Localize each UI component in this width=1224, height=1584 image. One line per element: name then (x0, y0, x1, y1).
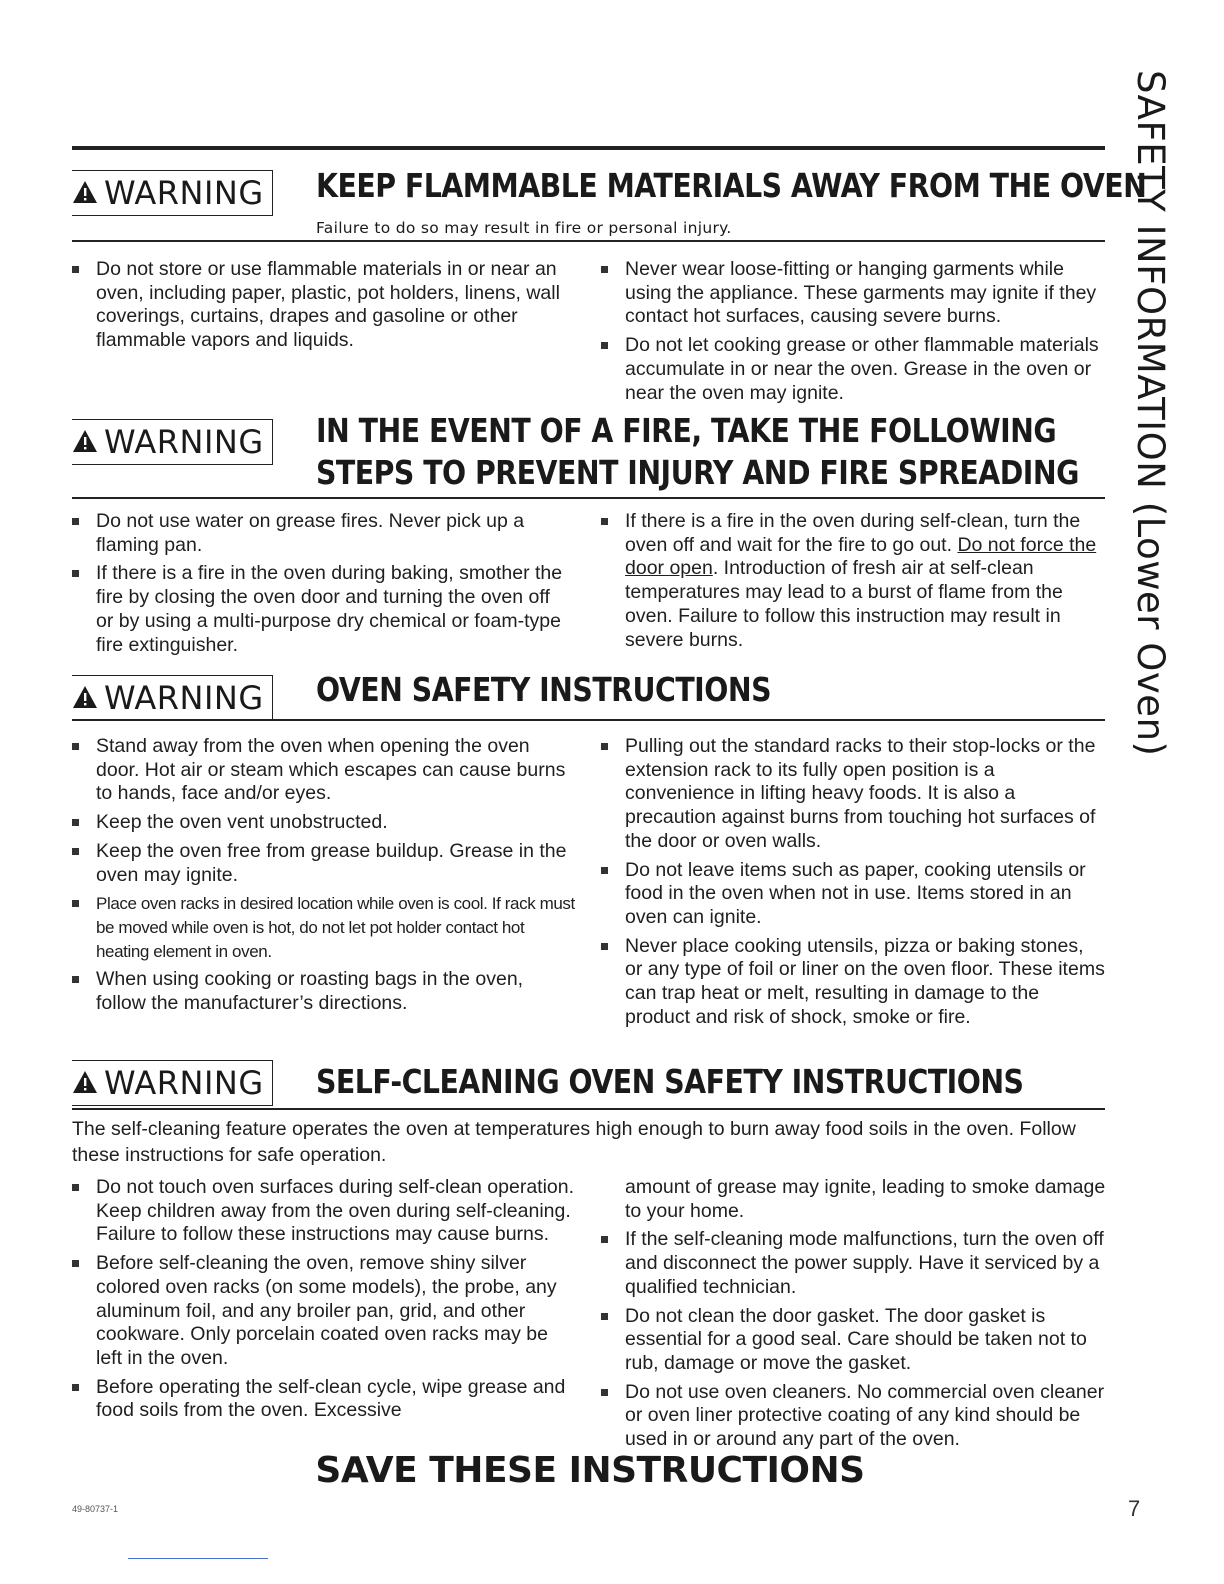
warning-label: WARNING (104, 679, 264, 717)
section-title-oven-safety: OVEN SAFETY INSTRUCTIONS (316, 670, 772, 709)
section-title-fire-line1: IN THE EVENT OF A FIRE, TAKE THE FOLLOWING (316, 411, 1057, 450)
footer-link-line (128, 1558, 268, 1559)
top-rule (72, 146, 1105, 150)
warning-triangle-icon (72, 1070, 98, 1094)
fire-right-text-post: . Introduction of fresh air at self-clean temperatures may lead to a burst of flame from the oven. Failure to follow this instruction may result in severe burns. (625, 557, 1063, 651)
list-item: If there is a fire in the oven during baking, smother the fire by closing the oven door and turning the oven off or by using a multi-purpose dry chemical or foam-type fire extinguisher. (72, 562, 572, 657)
section-title-fire-line2: STEPS TO PREVENT INJURY AND FIRE SPREADING (316, 453, 1079, 492)
warning-triangle-icon (72, 685, 98, 709)
warning-badge-flammable (72, 170, 273, 216)
continued-text: amount of grease may ignite, leading to smoke damage to your home. (625, 1176, 1106, 1222)
list-item: When using cooking or roasting bags in the oven, follow the manufacturer’s directions. (72, 968, 577, 1015)
list-item (601, 510, 1106, 652)
list-item: Keep the oven free from grease buildup. Grease in the oven may ignite. (72, 840, 577, 887)
list-item: Place oven racks in desired location while oven is cool. If rack must be moved while oven is hot, do not let pot holder contact hot heating element in oven. (72, 892, 577, 963)
fire-right-text-pre: If there is a fire in the oven during self-clean, turn the oven off and wait for the fire to go out. (625, 510, 1081, 556)
save-instructions-heading: SAVE THESE INSTRUCTIONS (315, 1450, 865, 1491)
list-item: Never wear loose-fitting or hanging garments while using the appliance. These garments may ignite if they contact hot surfaces, causing severe burns. (601, 258, 1106, 329)
flammable-left-column (72, 258, 592, 358)
self-clean-right-column (601, 1176, 1106, 1457)
document-number: 49-80737-1 (72, 1504, 119, 1514)
page-number: 7 (1128, 1496, 1141, 1521)
self-clean-left-column (72, 1176, 577, 1428)
oven-safety-right-column (601, 735, 1106, 1034)
list-item: Pulling out the standard racks to their stop-locks or the extension rack to its fully open position is a convenience in lifting heavy foods. It is also a precaution against burns from touching hot surfaces of the door or oven walls. (601, 735, 1106, 854)
warning-label: WARNING (104, 1064, 264, 1102)
list-item: Do not use water on grease fires. Never pick up a flaming pan. (72, 510, 572, 557)
warning-label: WARNING (104, 423, 264, 461)
fire-right-column (601, 510, 1106, 657)
warning-badge-self-clean (72, 1060, 273, 1106)
list-item: Keep the oven vent unobstructed. (72, 811, 577, 835)
fire-left-column (72, 510, 572, 662)
section-rule (72, 719, 1105, 721)
warning-badge-fire (72, 419, 273, 465)
list-item: Do not leave items such as paper, cooking utensils or food in the oven when not in use. Items stored in an oven can ignite. (601, 859, 1106, 930)
self-clean-intro: The self-cleaning feature operates the oven at temperatures high enough to burn away food soils in the oven. Follow these instructions for safe operation. (72, 1118, 1076, 1166)
flammable-right-column (601, 258, 1106, 410)
section-subtitle-flammable: Failure to do so may result in fire or personal injury. (316, 219, 732, 237)
section-rule (72, 1108, 1105, 1110)
warning-triangle-icon (72, 429, 98, 453)
list-item: Do not touch oven surfaces during self-clean operation. Keep children away from the oven during self-cleaning. Failure to follow these instructions may cause burns. (72, 1176, 577, 1247)
section-rule (72, 240, 1105, 242)
section-title-self-clean: SELF-CLEANING OVEN SAFETY INSTRUCTIONS (316, 1062, 1024, 1101)
list-item: Do not clean the door gasket. The door gasket is essential for a good seal. Care should be taken not to rub, damage or move the gasket. (601, 1305, 1106, 1376)
oven-safety-left-column (72, 735, 577, 1021)
warning-triangle-icon (72, 180, 98, 204)
section-rule (72, 497, 1105, 499)
list-item: Do not use oven cleaners. No commercial oven cleaner or oven liner protective coating of any kind should be used in or around any part of the oven. (601, 1381, 1106, 1452)
list-item: Before self-cleaning the oven, remove shiny silver colored oven racks (on some models), the probe, any aluminum foil, and any broiler pan, grid, and other cookware. Only porcelain coated oven racks may be left in the oven. (72, 1252, 577, 1371)
list-item: Never place cooking utensils, pizza or baking stones, or any type of foil or liner on the oven floor. These items can trap heat or melt, resulting in damage to the product and risk of shock, smoke or fire. (601, 935, 1106, 1030)
section-title-flammable: KEEP FLAMMABLE MATERIALS AWAY FROM THE OVEN (316, 166, 1147, 205)
side-tab-title: SAFETY INFORMATION (Lower Oven) (1129, 70, 1172, 757)
list-item: Do not let cooking grease or other flammable materials accumulate in or near the oven. Grease in the oven or near the oven may ignite. (601, 334, 1106, 405)
fire-right-text-underlined: Do not force the door open (625, 533, 1097, 580)
warning-label: WARNING (104, 174, 264, 212)
list-item: Do not store or use flammable materials in or near an oven, including paper, plastic, pot holders, linens, wall coverings, curtains, drapes and gasoline or other flammable vapors and liquids. (72, 258, 592, 353)
list-item: If the self-cleaning mode malfunctions, turn the oven off and disconnect the power supply. Have it serviced by a qualified technician. (601, 1228, 1106, 1299)
warning-badge-oven-safety (72, 675, 273, 721)
list-item: Stand away from the oven when opening the oven door. Hot air or steam which escapes can cause burns to hands, face and/or eyes. (72, 735, 577, 806)
list-item: Before operating the self-clean cycle, wipe grease and food soils from the oven. Excessive (72, 1376, 577, 1423)
